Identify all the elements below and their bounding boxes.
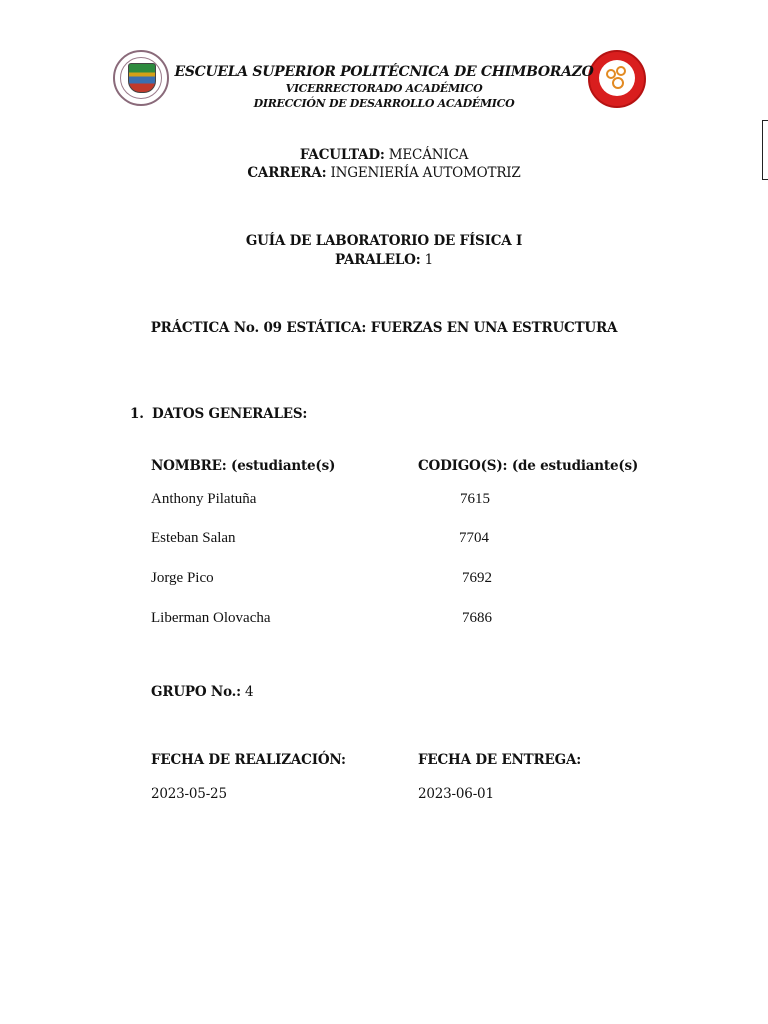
university-name: ESCUELA SUPERIOR POLITÉCNICA DE CHIMBORAZO: [174, 64, 594, 80]
group-label: GRUPO No.:: [151, 684, 241, 700]
code-column-header: CODIGO(S): (de estudiante(s): [418, 458, 639, 474]
group-line: [151, 684, 253, 700]
parallel-line: [0, 252, 768, 268]
section-number: 1.: [130, 406, 144, 422]
realization-date-label: FECHA DE REALIZACIÓN:: [151, 752, 346, 768]
student-code: 7704: [459, 530, 489, 546]
student-code: 7615: [460, 491, 490, 507]
section-title: DATOS GENERALES:: [152, 406, 308, 422]
delivery-date-label: FECHA DE ENTREGA:: [418, 752, 582, 768]
parallel-value: 1: [424, 252, 434, 268]
student-name: Jorge Pico: [151, 570, 214, 586]
realization-date-value: 2023-05-25: [151, 786, 227, 802]
career-line: [0, 165, 768, 181]
career-value: INGENIERÍA AUTOMOTRIZ: [330, 165, 521, 181]
vice-rectorate: VICERRECTORADO ACADÉMICO: [285, 82, 483, 95]
student-code: 7692: [462, 570, 492, 586]
faculty-label: FACULTAD:: [299, 147, 385, 163]
group-value: 4: [245, 684, 254, 700]
faculty-value: MECÁNICA: [388, 147, 469, 163]
delivery-date-value: 2023-06-01: [418, 786, 494, 802]
career-label: CARRERA:: [247, 165, 327, 181]
guide-title: GUÍA DE LABORATORIO DE FÍSICA I: [245, 233, 523, 249]
practice-title: PRÁCTICA No. 09 ESTÁTICA: FUERZAS EN UNA ESTRUCTURA: [150, 320, 618, 336]
student-name: Esteban Salan: [151, 530, 236, 546]
student-name: Liberman Olovacha: [151, 610, 271, 626]
academic-direction: DIRECCIÓN DE DESARROLLO ACADÉMICO: [253, 97, 515, 110]
student-name: Anthony Pilatuña: [151, 491, 257, 507]
faculty-line: [0, 147, 768, 163]
student-code: 7686: [462, 610, 492, 626]
name-column-header: NOMBRE: (estudiante(s): [151, 458, 336, 474]
parallel-label: PARALELO:: [334, 252, 421, 268]
